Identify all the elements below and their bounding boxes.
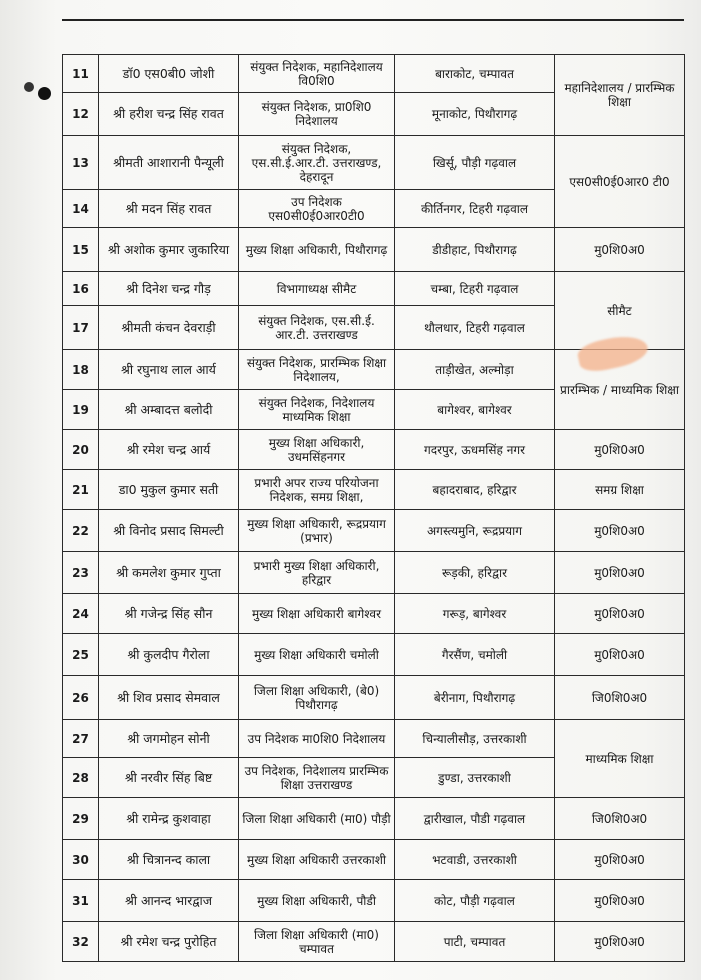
officer-name: श्री गजेन्द्र सिंह सौन [99, 594, 239, 634]
designation: मुख्य शिक्षा अधिकारी चमोली [239, 634, 395, 676]
designation: संयुक्त निदेशक, एस.सी.ई. आर.टी. उत्तराखण्ड [239, 306, 395, 350]
serial-number: 22 [63, 510, 99, 552]
designation: जिला शिक्षा अधिकारी (मा0) पौड़ी [239, 798, 395, 840]
posting-place: डीडीहाट, पिथौरागढ़ [395, 228, 555, 272]
serial-number: 24 [63, 594, 99, 634]
serial-number: 26 [63, 676, 99, 720]
department-group: एस0सी0ई0आर0 टी0 [555, 136, 685, 228]
serial-number: 19 [63, 390, 99, 430]
department: मु0शि0अ0 [555, 840, 685, 880]
designation: संयुक्त निदेशक, महानिदेशालय वि0शि0 [239, 55, 395, 93]
table-row [63, 430, 685, 470]
designation: उप निदेशक मा0शि0 निदेशालय [239, 720, 395, 758]
officer-name: डा0 मुकुल कुमार सती [99, 470, 239, 510]
designation: जिला शिक्षा अधिकारी, (बे0) पिथौरागढ़ [239, 676, 395, 720]
officer-name: श्री जगमोहन सोनी [99, 720, 239, 758]
serial-number: 23 [63, 552, 99, 594]
posting-place: थौलधार, टिहरी गढ़वाल [395, 306, 555, 350]
punch-hole-mark [24, 82, 34, 92]
officer-name: श्री कमलेश कुमार गुप्ता [99, 552, 239, 594]
department: मु0शि0अ0 [555, 228, 685, 272]
serial-number: 27 [63, 720, 99, 758]
posting-place: डुण्डा, उत्तरकाशी [395, 758, 555, 798]
serial-number: 17 [63, 306, 99, 350]
serial-number: 32 [63, 922, 99, 962]
serial-number: 28 [63, 758, 99, 798]
officer-name: श्री नरवीर सिंह बिष्ट [99, 758, 239, 798]
table-row [63, 676, 685, 720]
table-row [63, 880, 685, 922]
posting-place: बेरीनाग, पिथौरागढ़ [395, 676, 555, 720]
designation: मुख्य शिक्षा अधिकारी उत्तरकाशी [239, 840, 395, 880]
officer-name: श्री कुलदीप गैरोला [99, 634, 239, 676]
officer-name: श्री हरीश चन्द्र सिंह रावत [99, 93, 239, 136]
officer-name: श्री रघुनाथ लाल आर्य [99, 350, 239, 390]
officer-name: श्री मदन सिंह रावत [99, 190, 239, 228]
serial-number: 18 [63, 350, 99, 390]
department: जि0शि0अ0 [555, 798, 685, 840]
posting-place: मूनाकोट, पिथौरागढ़ [395, 93, 555, 136]
department: मु0शि0अ0 [555, 594, 685, 634]
table-row [63, 594, 685, 634]
officer-name: श्रीमती कंचन देवराड़ी [99, 306, 239, 350]
punch-hole-mark [38, 87, 51, 100]
designation: मुख्य शिक्षा अधिकारी बागेश्वर [239, 594, 395, 634]
department: जि0शि0अ0 [555, 676, 685, 720]
designation: मुख्य शिक्षा अधिकारी, उधमसिंहनगर [239, 430, 395, 470]
serial-number: 21 [63, 470, 99, 510]
department: मु0शि0अ0 [555, 552, 685, 594]
posting-place: खिर्सू, पौड़ी गढ़वाल [395, 136, 555, 190]
posting-place: गदरपुर, ऊधमसिंह नगर [395, 430, 555, 470]
department: मु0शि0अ0 [555, 634, 685, 676]
posting-place: गरूड़, बागेश्वर [395, 594, 555, 634]
officer-name: श्रीमती आशारानी पैन्यूली [99, 136, 239, 190]
officer-name: डॉ0 एस0बी0 जोशी [99, 55, 239, 93]
designation: प्रभारी मुख्य शिक्षा अधिकारी, हरिद्वार [239, 552, 395, 594]
designation: मुख्य शिक्षा अधिकारी, रूद्रप्रयाग (प्रभार) [239, 510, 395, 552]
department: मु0शि0अ0 [555, 430, 685, 470]
serial-number: 11 [63, 55, 99, 93]
designation: प्रभारी अपर राज्य परियोजना निदेशक, समग्र शिक्षा, [239, 470, 395, 510]
table-row [63, 136, 685, 190]
designation: उप निदेशक, निदेशालय प्रारम्भिक शिक्षा उत्तराखण्ड [239, 758, 395, 798]
top-rule [62, 19, 684, 21]
officer-name: श्री अशोक कुमार जुकारिया [99, 228, 239, 272]
table-row [63, 634, 685, 676]
table-row [63, 55, 685, 93]
serial-number: 16 [63, 272, 99, 306]
serial-number: 13 [63, 136, 99, 190]
posting-place: पाटी, चम्पावत [395, 922, 555, 962]
serial-number: 25 [63, 634, 99, 676]
designation: संयुक्त निदेशक, प्रा0शि0 निदेशालय [239, 93, 395, 136]
serial-number: 14 [63, 190, 99, 228]
designation: विभागाध्यक्ष सीमैट [239, 272, 395, 306]
designation: मुख्य शिक्षा अधिकारी, पौडी [239, 880, 395, 922]
department-group: सीमैट [555, 272, 685, 350]
department: मु0शि0अ0 [555, 880, 685, 922]
table-row [63, 798, 685, 840]
officer-name: श्री शिव प्रसाद सेमवाल [99, 676, 239, 720]
designation: संयुक्त निदेशक, निदेशालय माध्यमिक शिक्षा [239, 390, 395, 430]
serial-number: 20 [63, 430, 99, 470]
officer-name: श्री चित्रानन्द काला [99, 840, 239, 880]
serial-number: 29 [63, 798, 99, 840]
designation: जिला शिक्षा अधिकारी (मा0) चम्पावत [239, 922, 395, 962]
designation: उप निदेशक एस0सी0ई0आर0टी0 [239, 190, 395, 228]
posting-place: भटवाडी, उत्तरकाशी [395, 840, 555, 880]
officer-name: श्री रमेश चन्द्र पुरोहित [99, 922, 239, 962]
posting-place: ताड़ीखेत, अल्मोड़ा [395, 350, 555, 390]
table-row [63, 922, 685, 962]
serial-number: 31 [63, 880, 99, 922]
posting-place: चिन्यालीसौड़, उत्तरकाशी [395, 720, 555, 758]
posting-place: बहादराबाद, हरिद्वार [395, 470, 555, 510]
table-row [63, 840, 685, 880]
officer-name: श्री रामेन्द्र कुशवाहा [99, 798, 239, 840]
department: मु0शि0अ0 [555, 510, 685, 552]
table-row [63, 720, 685, 758]
table-row [63, 228, 685, 272]
posting-place: बाराकोट, चम्पावत [395, 55, 555, 93]
posting-place: द्वारीखाल, पौडी गढ़वाल [395, 798, 555, 840]
table-row [63, 272, 685, 306]
department-group: महानिदेशालय / प्रारम्भिक शिक्षा [555, 55, 685, 136]
posting-place: चम्बा, टिहरी गढ़वाल [395, 272, 555, 306]
department: मु0शि0अ0 [555, 922, 685, 962]
officer-name: श्री आनन्द भारद्वाज [99, 880, 239, 922]
officer-name: श्री रमेश चन्द्र आर्य [99, 430, 239, 470]
designation: संयुक्त निदेशक, एस.सी.ई.आर.टी. उत्तराखण्ड, देहरादून [239, 136, 395, 190]
officer-name: श्री विनोद प्रसाद सिमल्टी [99, 510, 239, 552]
designation: संयुक्त निदेशक, प्रारम्भिक शिक्षा निदेशालय, [239, 350, 395, 390]
table-row [63, 552, 685, 594]
officer-name: श्री दिनेश चन्द्र गौड़ [99, 272, 239, 306]
allocation-table [62, 54, 685, 962]
table-row [63, 510, 685, 552]
posting-place: बागेश्वर, बागेश्वर [395, 390, 555, 430]
department: समग्र शिक्षा [555, 470, 685, 510]
designation: मुख्य शिक्षा अधिकारी, पिथौरागढ़ [239, 228, 395, 272]
serial-number: 12 [63, 93, 99, 136]
table-row [63, 470, 685, 510]
posting-place: अगस्त्यमुनि, रूद्रप्रयाग [395, 510, 555, 552]
department-group: माध्यमिक शिक्षा [555, 720, 685, 798]
serial-number: 15 [63, 228, 99, 272]
posting-place: रूड़की, हरिद्वार [395, 552, 555, 594]
posting-place: कोट, पौड़ी गढ़वाल [395, 880, 555, 922]
posting-place: गैरसैंण, चमोली [395, 634, 555, 676]
posting-place: कीर्तिनगर, टिहरी गढ़वाल [395, 190, 555, 228]
officer-name: श्री अम्बादत्त बलोदी [99, 390, 239, 430]
department-group: प्रारम्भिक / माध्यमिक शिक्षा [555, 350, 685, 430]
serial-number: 30 [63, 840, 99, 880]
